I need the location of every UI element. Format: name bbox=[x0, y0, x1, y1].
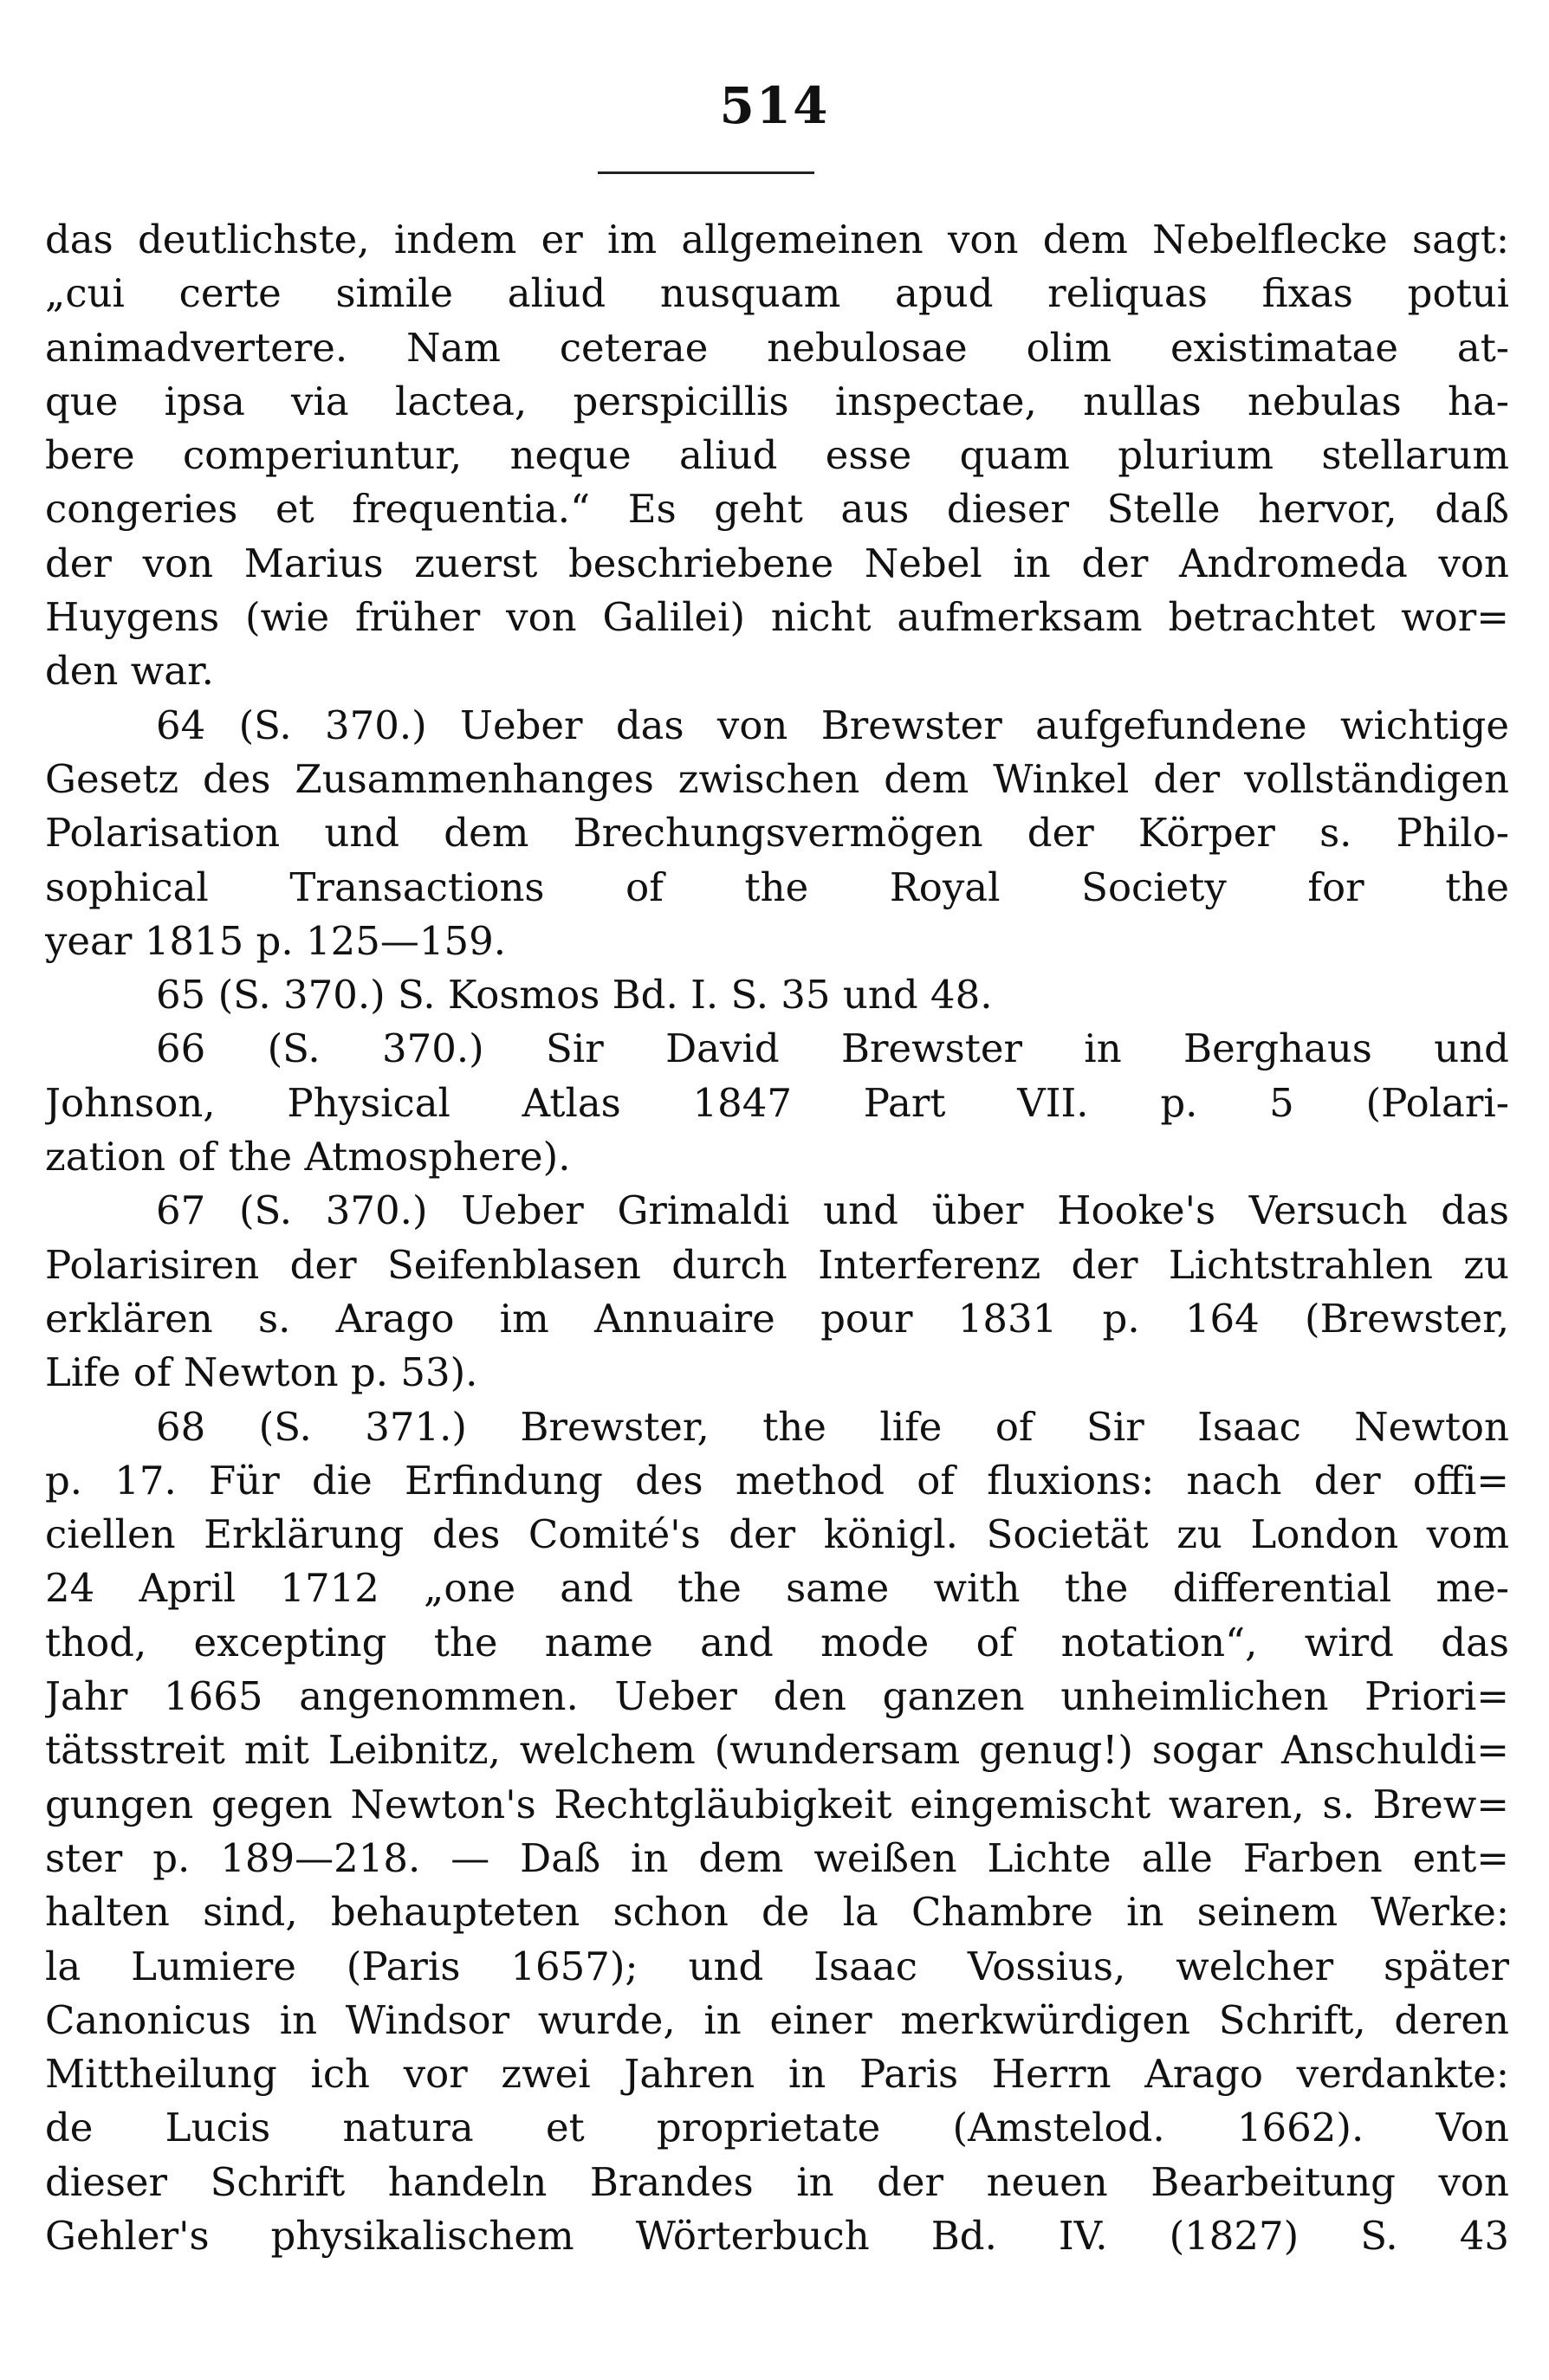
text-line: la Lumiere (Paris 1657); und Isaac Vossius, welcher später bbox=[45, 1943, 1509, 1989]
text-line: animadvertere. Nam ceterae nebulosae olim existimatae at- bbox=[45, 324, 1509, 371]
text-line: der von Marius zuerst beschriebene Nebel in der Andromeda von bbox=[45, 540, 1509, 586]
text-line: Johnson, Physical Atlas 1847 Part VII. p. 5 (Polari- bbox=[45, 1079, 1509, 1126]
text-line: de Lucis natura et proprietate (Amstelod. 1662). Von bbox=[45, 2105, 1509, 2151]
text-line: p. 17. Für die Erfindung des method of fluxions: nach der offi= bbox=[45, 1457, 1509, 1504]
text-line: congeries et frequentia.“ Es geht aus dieser Stelle hervor, daß bbox=[45, 486, 1509, 533]
text-line: gungen gegen Newton's Rechtgläubigkeit eingemischt waren, s. Brew= bbox=[45, 1781, 1509, 1827]
text-line: year 1815 p. 125—159. bbox=[45, 917, 507, 964]
text-line: Life of Newton p. 53). bbox=[45, 1349, 478, 1396]
text-line: Polarisation und dem Brechungsvermögen der Körper s. Philo- bbox=[45, 810, 1509, 857]
text-line: 68 (S. 371.) Brewster, the life of Sir Isaac Newton bbox=[156, 1403, 1509, 1450]
text-line: thod, excepting the name and mode of notation“, wird das bbox=[45, 1619, 1509, 1665]
header-rule bbox=[598, 171, 814, 174]
text-line: Jahr 1665 angenommen. Ueber den ganzen unheimlichen Priori= bbox=[45, 1673, 1509, 1720]
text-line: erklären s. Arago im Annuaire pour 1831 p. 164 (Brewster, bbox=[45, 1295, 1509, 1342]
text-line: Gehler's physikalischem Wörterbuch Bd. IV. (1827) S. 43 bbox=[45, 2212, 1509, 2259]
text-line: „cui certe simile aliud nusquam apud reliquas fixas potui bbox=[45, 270, 1509, 317]
text-line: dieser Schrift handeln Brandes in der neuen Bearbeitung von bbox=[45, 2158, 1509, 2205]
text-line: tätsstreit mit Leibnitz, welchem (wundersam genug!) sogar Anschuldi= bbox=[45, 1727, 1509, 1774]
text-line: 67 (S. 370.) Ueber Grimaldi und über Hooke's Versuch das bbox=[156, 1187, 1509, 1234]
text-line: que ipsa via lactea, perspicillis inspectae, nullas nebulas ha- bbox=[45, 378, 1509, 424]
text-line: bere comperiuntur, neque aliud esse quam plurium stellarum bbox=[45, 432, 1509, 479]
text-line: 64 (S. 370.) Ueber das von Brewster aufgefundene wichtige bbox=[156, 702, 1509, 748]
text-line: ciellen Erklärung des Comité's der königl. Societät zu London vom bbox=[45, 1511, 1509, 1558]
text-line: das deutlichste, indem er im allgemeinen von dem Nebelflecke sagt: bbox=[45, 217, 1509, 262]
text-line: 24 April 1712 „one and the same with the differential me- bbox=[45, 1565, 1509, 1612]
body-text bbox=[45, 213, 1509, 2263]
text-line: Polarisiren der Seifenblasen durch Interferenz der Lichtstrahlen zu bbox=[45, 1241, 1509, 1288]
text-line: zation of the Atmosphere). bbox=[45, 1134, 571, 1180]
text-line: den war. bbox=[45, 648, 214, 695]
text-line: Gesetz des Zusammenhanges zwischen dem Winkel der vollständigen bbox=[45, 755, 1509, 802]
text-line: 65 (S. 370.) S. Kosmos Bd. I. S. 35 und 48. bbox=[156, 972, 993, 1019]
text-line: ster p. 189—218. — Daß in dem weißen Lichte alle Farben ent= bbox=[45, 1834, 1509, 1881]
text-line: sophical Transactions of the Royal Society for the bbox=[45, 863, 1509, 910]
text-line: Canonicus in Windsor wurde, in einer merkwürdigen Schrift, deren bbox=[45, 1996, 1509, 2043]
text-line: 66 (S. 370.) Sir David Brewster in Berghaus und bbox=[156, 1025, 1509, 1072]
text-line: Mittheilung ich vor zwei Jahren in Paris Herrn Arago verdankte: bbox=[45, 2051, 1509, 2098]
text-line: halten sind, behaupteten schon de la Chambre in seinem Werke: bbox=[45, 1889, 1509, 1936]
page-number: 514 bbox=[719, 76, 830, 135]
text-line: Huygens (wie früher von Galilei) nicht aufmerksam betrachtet wor= bbox=[45, 594, 1509, 641]
